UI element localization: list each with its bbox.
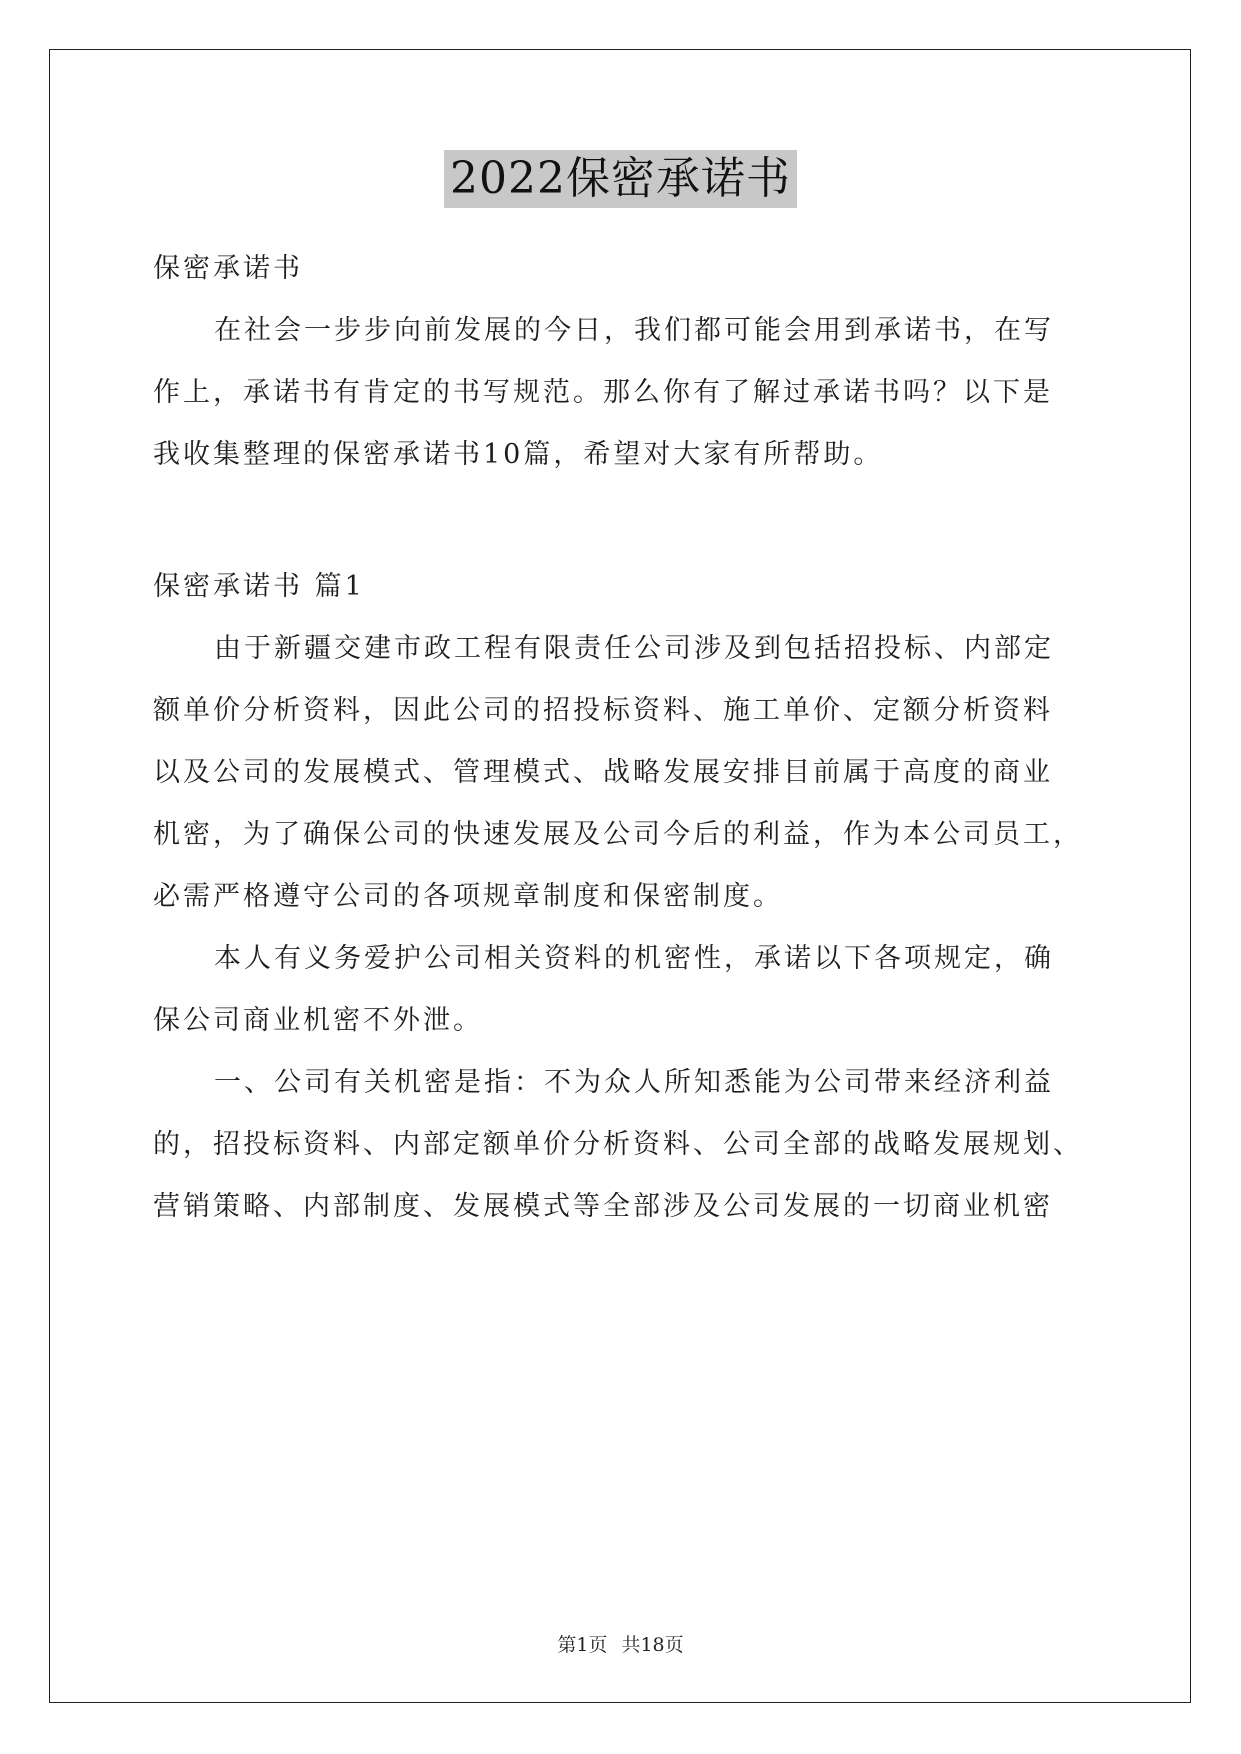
paragraph-line: 一、公司有关机密是指：不为众人所知悉能为公司带来经济利益: [214, 1067, 1054, 1098]
document-title: 2022保密承诺书: [444, 150, 797, 208]
title-container: [0, 150, 1241, 208]
paragraph-line: 由于新疆交建市政工程有限责任公司涉及到包括招投标、内部定: [214, 633, 1054, 664]
document-body: [153, 238, 1093, 1238]
paragraph-line: 营销策略、内部制度、发展模式等全部涉及公司发展的一切商业机密: [153, 1191, 1053, 1222]
paragraph-line: 保公司商业机密不外泄。: [153, 1005, 483, 1036]
page-footer: 第1页 共18页: [557, 1634, 684, 1656]
section-heading: 保密承诺书 篇1: [153, 571, 365, 602]
paragraph-line: 本人有义务爱护公司相关资料的机密性，承诺以下各项规定，确: [214, 943, 1054, 974]
paragraph-line: 在社会一步步向前发展的今日，我们都可能会用到承诺书，在写: [214, 315, 1054, 346]
paragraph-line: 必需严格遵守公司的各项规章制度和保密制度。: [153, 881, 783, 912]
paragraph-line: 额单价分析资料，因此公司的招投标资料、施工单价、定额分析资料: [153, 695, 1053, 726]
paragraph-line: 的，招投标资料、内部定额单价分析资料、公司全部的战略发展规划、: [153, 1129, 1083, 1160]
paragraph-line: 以及公司的发展模式、管理模式、战略发展安排目前属于高度的商业: [153, 757, 1053, 788]
blank-space: [153, 486, 1093, 556]
paragraph-line: 我收集整理的保密承诺书10篇，希望对大家有所帮助。: [153, 439, 884, 470]
section-heading: 保密承诺书: [153, 253, 303, 284]
paragraph-line: 作上，承诺书有肯定的书写规范。那么你有了解过承诺书吗？以下是: [153, 377, 1053, 408]
paragraph-line: 机密，为了确保公司的快速发展及公司今后的利益，作为本公司员工，: [153, 819, 1083, 850]
